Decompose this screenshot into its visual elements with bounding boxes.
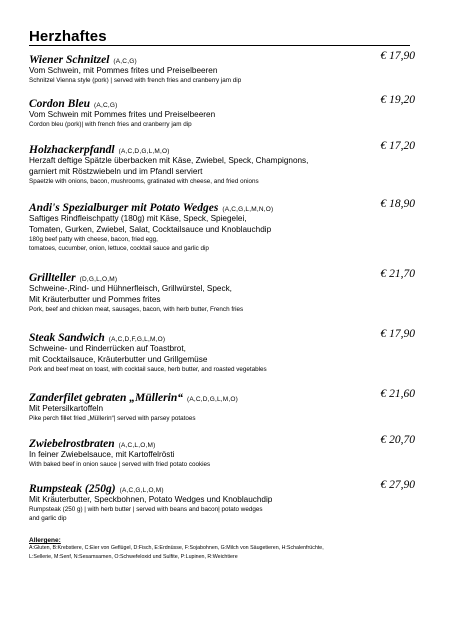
menu-item (29, 140, 415, 186)
dish-english-description: Pork and beef meat on toast, with cocktail sauce, herb butter, and roasted vegetables (29, 366, 267, 374)
dish-description: Saftiges Rindfleischpatty (180g) mit Käse, Speck, Spiegelei, (29, 214, 247, 223)
menu-item (29, 50, 415, 85)
dish-description: In feiner Zwiebelsauce, mit Kartoffelrösti (29, 450, 175, 459)
dish-name: Zanderfilet gebraten „Müllerin“ (29, 392, 183, 404)
menu-item (29, 268, 415, 314)
dish-english-description: With baked beef in onion sauce | served with fried potato cookies (29, 461, 211, 469)
dish-description: Mit Kräuterbutter und Pommes frites (29, 295, 161, 305)
dish-description: mit Cocktailsauce, Kräuterbutter und Grillgemüse (29, 355, 208, 365)
dish-english-description: Schnitzel Vienna style (pork) | served with french fries and cranberry jam dip (29, 77, 242, 85)
section-title: Herzhaftes (29, 28, 107, 45)
menu-item-header (29, 328, 415, 343)
dish-price: € 17,90 (380, 50, 415, 62)
dish-price: € 19,20 (380, 94, 415, 106)
title-divider (29, 45, 410, 46)
menu-item (29, 479, 415, 523)
dish-allergens: (D,G,L,O,M) (79, 276, 118, 283)
dish-allergens: (A,C,G,L,M,N,O) (222, 206, 274, 213)
dish-english-description: Rumpsteak (250 g) | with herb butter | served with beans and bacon| potato wedges (29, 506, 263, 514)
dish-name: Steak Sandwich (29, 332, 105, 344)
menu-item (29, 198, 415, 253)
dish-description: Vom Schwein, mit Pommes frites und Preiselbeeren (29, 66, 218, 75)
dish-allergens: (A,C,G) (113, 58, 137, 65)
allergen-legend (29, 537, 429, 562)
dish-english-description: Cordon bleu (pork)| with french fries and cranberry jam dip (29, 121, 192, 129)
menu-item-header (29, 479, 415, 494)
dish-price: € 21,70 (380, 268, 415, 280)
dish-english-description: tomatoes, cucumber, onion, lettuce, cocktail sauce and garlic dip (29, 245, 209, 253)
menu-item (29, 328, 415, 374)
dish-name: Grillteller (29, 272, 76, 284)
menu-item-header (29, 268, 415, 283)
dish-price: € 17,20 (380, 140, 415, 152)
dish-english-description: Spaetzle with onions, bacon, mushrooms, gratinated with cheese, and fried onions (29, 178, 259, 186)
menu-item-header (29, 50, 415, 65)
menu-item (29, 434, 415, 469)
menu-item-header (29, 434, 415, 449)
legend-line: L:Sellerie, M:Senf, N:Sesamsamen, O:Schwefeloxid und Sulfite, P:Lupinen, R:Weichtiere (29, 554, 238, 560)
dish-english-description: Pork, beef and chicken meat, sausages, bacon, with herb butter, French fries (29, 306, 244, 314)
dish-name: Wiener Schnitzel (29, 54, 110, 66)
dish-name: Rumpsteak (250g) (29, 483, 116, 495)
legend-line: A:Gluten, B:Krebstiere, C:Eier von Geflügel, D:Fisch, E:Erdnüsse, F:Sojabohnen, G:Milch von Säugetieren, H:Schalenfrüchte, (29, 545, 324, 551)
menu-item (29, 94, 415, 129)
dish-description: Mit Petersilkartoffeln (29, 404, 104, 413)
dish-description: Schweine-,Rind- und Hühnerfleisch, Grillwürstel, Speck, (29, 284, 232, 293)
dish-allergens: (A,C,L,O,M) (118, 442, 156, 449)
dish-price: € 21,60 (380, 388, 415, 400)
legend-title: Allergene: (29, 537, 61, 544)
dish-allergens: (A,C,G) (94, 102, 118, 109)
dish-english-description: Pike perch fillet fried „Müllerin“| served with parsey potatoes (29, 415, 196, 423)
dish-english-description: 180g beef patty with cheese, bacon, fried egg, (29, 236, 158, 244)
dish-description: Herzaft deftige Spätzle überbacken mit Käse, Zwiebel, Speck, Champignons, (29, 156, 309, 165)
dish-description: Schweine- und Rinderrücken auf Toastbrot, (29, 344, 186, 353)
dish-allergens: (A,C,G,L,O,M) (119, 487, 164, 494)
menu-item-header (29, 388, 415, 403)
dish-price: € 20,70 (380, 434, 415, 446)
menu-item-header (29, 198, 415, 213)
dish-description: Tomaten, Gurken, Zwiebel, Salat, Cocktailsauce und Knoblauchdip (29, 225, 272, 235)
dish-name: Holzhackerpfandl (29, 144, 115, 156)
dish-price: € 18,90 (380, 198, 415, 210)
dish-allergens: (A,C,D,G,L,M,O) (186, 396, 239, 403)
dish-name: Andi's Spezialburger mit Potato Wedges (29, 202, 219, 214)
menu-item (29, 388, 415, 423)
dish-allergens: (A,C,D,F,G,L,M,O) (108, 336, 166, 343)
dish-name: Cordon Bleu (29, 98, 91, 110)
dish-price: € 17,90 (380, 328, 415, 340)
dish-allergens: (A,C,D,G,L,M,O) (118, 148, 170, 155)
menu-item-header (29, 140, 415, 155)
dish-description: Mit Kräuterbutter, Speckbohnen, Potato Wedges und Knoblauchdip (29, 495, 273, 504)
dish-english-description: and garlic dip (29, 515, 67, 523)
dish-name: Zwiebelrostbraten (29, 438, 115, 450)
menu-item-header (29, 94, 415, 109)
dish-price: € 27,90 (380, 479, 415, 491)
dish-description: Vom Schwein mit Pommes frites und Preiselbeeren (29, 110, 216, 119)
dish-description: garniert mit Röstzwiebeln und im Pfandl serviert (29, 167, 203, 177)
